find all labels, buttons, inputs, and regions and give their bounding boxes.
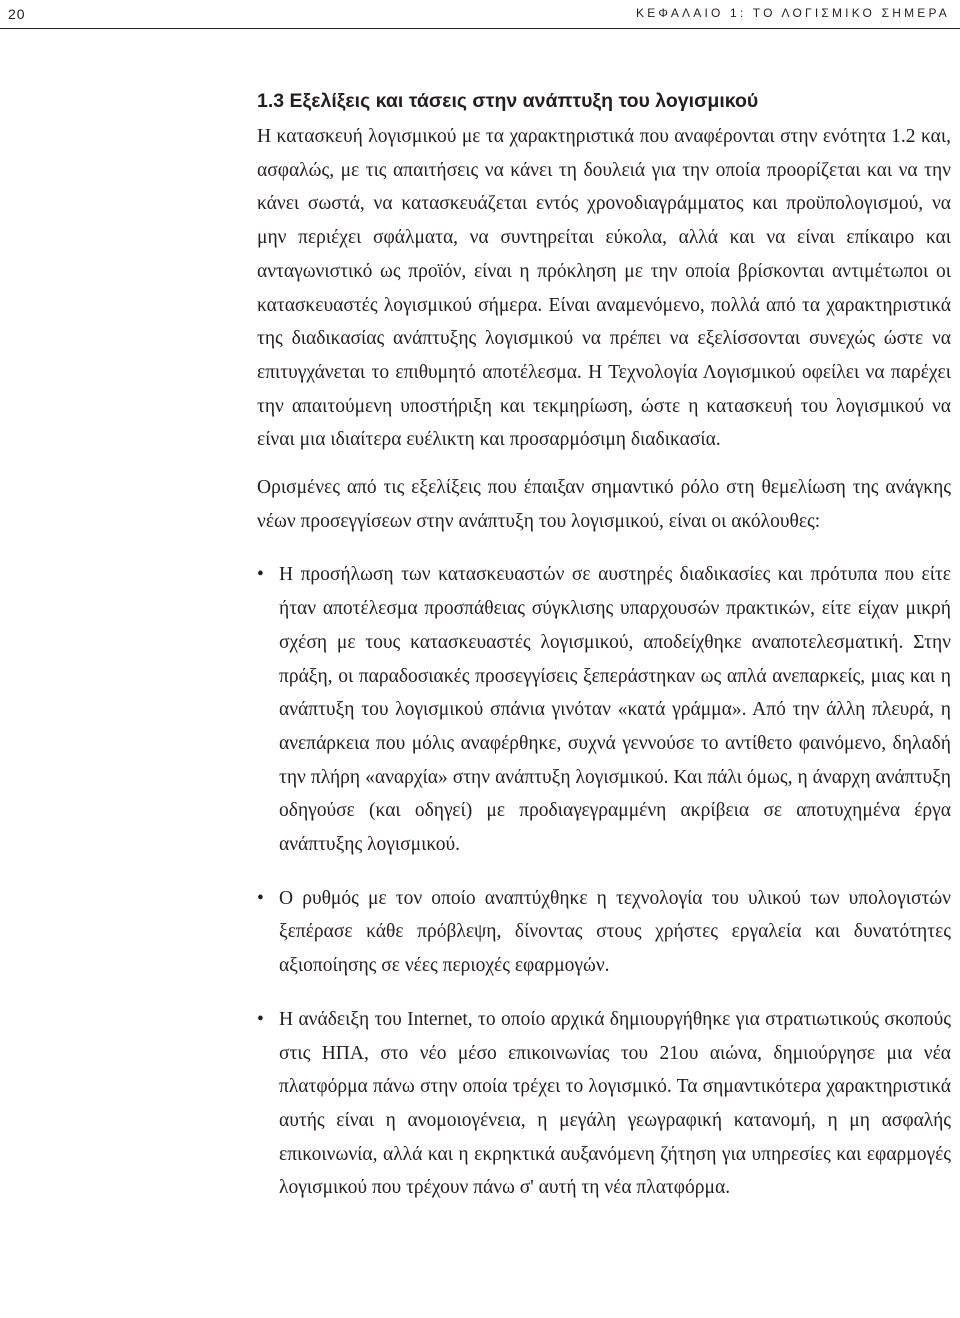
- bullet-list: [257, 558, 951, 1205]
- section-title: 1.3 Εξελίξεις και τάσεις στην ανάπτυξη του λογισμικού: [257, 90, 759, 112]
- bullet-icon: •: [257, 1008, 264, 1030]
- header-rule: [0, 28, 960, 29]
- list-item: [257, 1003, 951, 1205]
- page-header: [0, 0, 960, 36]
- list-item-text: Η ανάδειξη του Internet, το οποίο αρχικά δημιουργήθηκε για στρατιωτικούς σκοπούς στις ΗΠΑ, στο νέο μέσο επικοινωνίας του 21ου αιώνα, δημιούργησε μια νέα πλατφόρμα πάνω στην οποία τρέχει το λογισμικό. Τα σημαντικότερα χαρακτηριστικά αυτής είναι η ανομοιογένεια, η μεγάλη γεωγραφική κατανομή, η μη ασφαλής επικοινωνία, αλλά και η εκρηκτικά αυξανόμενη ζήτηση για υπηρεσίες και εφαρμογές λογισμικού που τρέχουν πάνω σ' αυτή τη νέα πλατφόρμα.: [279, 1008, 951, 1199]
- main-content: [257, 88, 951, 1225]
- page-number: 20: [8, 6, 26, 22]
- list-item-text: Η προσήλωση των κατασκευαστών σε αυστηρές διαδικασίες και πρότυπα που είτε ήταν αποτέλεσμα προσπάθειας σύγκλισης υπαρχουσών πρακτικών, είτε είχαν μικρή σχέση με τους κατασκευαστές λογισμικού, αποδείχθηκε αναποτελεσματική. Στην πράξη, οι παραδοσιακές προσεγγίσεις ξεπεράστηκαν ως απλά ανεπαρκείς, μιας και η ανάπτυξη του λογισμικού σπάνια γινόταν «κατά γράμμα». Από την άλλη πλευρά, η ανεπάρκεια που μόλις αναφέρθηκε, συχνά γεννούσε το αντίθετο φαινόμενο, δηλαδή την πλήρη «αναρχία» στην ανάπτυξη λογισμικού. Και πάλι όμως, η άναρχη ανάπτυξη οδηγούσε (και οδηγεί) με προδιαγεγραμμένη ακρίβεια σε αποτυχημένα έργα ανάπτυξης λογισμικού.: [279, 564, 951, 856]
- body-paragraph-1: Η κατασκευή λογισμικού με τα χαρακτηριστικά που αναφέρονται στην ενότητα 1.2 και, ασφαλώς, με τις απαιτήσεις να κάνει τη δουλειά για την οποία προορίζεται και να την κάνει σωστά, να κατασκευάζεται εντός χρονοδιαγράμματος και προϋπολογισμού, να μην περιέχει σφάλματα, να συντηρείται εύκολα, αλλά και να είναι επίκαιρο και ανταγωνιστικό ως προϊόν, είναι η πρόκληση με την οποία βρίσκονται αντιμέτωποι οι κατασκευαστές λογισμικού σήμερα. Είναι αναμενόμενο, πολλά από τα χαρακτηριστικά της διαδικασίας ανάπτυξης λογισμικού να πρέπει να εξελίσσονται συνεχώς ώστε να επιτυγχάνεται το επιθυμητό αποτέλεσμα. Η Τεχνολογία Λογισμικού οφείλει να παρέχει την απαιτούμενη υποστήριξη και τεκμηρίωση, ώστε η κατασκευή του λογισμικού να είναι μια ιδιαίτερα ευέλικτη και προσαρμόσιμη διαδικασία.: [257, 126, 951, 451]
- bullet-icon: •: [257, 887, 264, 909]
- list-item: [257, 882, 951, 983]
- running-head: ΚΕΦΑΛΑΙΟ 1: ΤΟ ΛΟΓΙΣΜΙΚΟ ΣΗΜΕΡΑ: [636, 6, 950, 20]
- body-paragraph-2: Ορισμένες από τις εξελίξεις που έπαιξαν σημαντικό ρόλο στη θεμελίωση της ανάγκης νέων προσεγγίσεων στην ανάπτυξη του λογισμικού, είναι οι ακόλουθες:: [257, 477, 951, 532]
- list-item-text: Ο ρυθμός με τον οποίο αναπτύχθηκε η τεχνολογία του υλικού των υπολογιστών ξεπέρασε κάθε πρόβλεψη, δίνοντας στους χρήστες εργαλεία και δυνατότητες αξιοποίησης σε νέες περιοχές εφαρμογών.: [279, 887, 951, 977]
- list-item: [257, 558, 951, 861]
- bullet-icon: •: [257, 564, 264, 586]
